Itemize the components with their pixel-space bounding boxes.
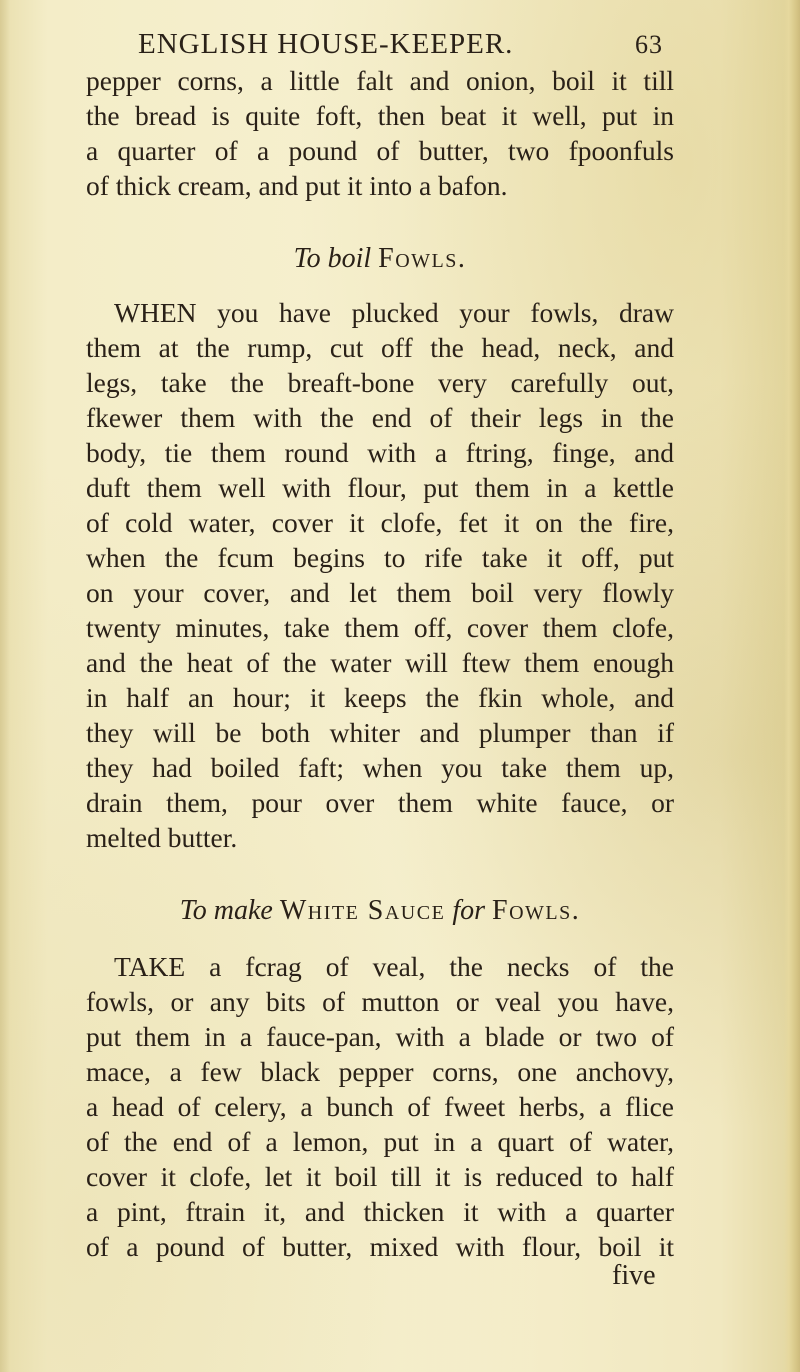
text-line: them at the rump, cut off the head, neck, and xyxy=(86,332,674,363)
text-line: on your cover, and let them boil very flowly xyxy=(86,577,674,608)
catchword: five xyxy=(612,1260,656,1291)
text-line: of thick cream, and put it into a bafon. xyxy=(86,170,508,201)
heading-caps: White Sauce xyxy=(279,895,446,926)
heading-caps: Fowls. xyxy=(378,243,467,274)
text-line: drain them, pour over them white fauce, or xyxy=(86,787,674,818)
heading-caps: Fowls. xyxy=(492,895,581,926)
text-line: a head of celery, a bunch of fweet herbs, a flice xyxy=(86,1091,674,1122)
text-line: pepper corns, a little falt and onion, boil it till xyxy=(86,65,674,96)
text-line: when the fcum begins to rife take it off, put xyxy=(86,542,674,573)
text-line: in half an hour; it keeps the fkin whole, and xyxy=(86,682,674,713)
text-line: a quarter of a pound of butter, two fpoonfuls xyxy=(86,135,674,166)
text-line: twenty minutes, take them off, cover them clofe, xyxy=(86,612,674,643)
text-line: cover it clofe, let it boil till it is reduced to half xyxy=(86,1161,674,1192)
page-right-edge xyxy=(784,0,800,1372)
text-line: they had boiled faft; when you take them up, xyxy=(86,752,674,783)
text-line: body, tie them round with a ftring, finge, and xyxy=(86,437,674,468)
page-number: 63 xyxy=(635,30,663,59)
text-line: of the end of a lemon, put in a quart of water, xyxy=(86,1126,674,1157)
text-line: legs, take the breaft-bone very carefully out, xyxy=(86,367,674,398)
text-line: put them in a fauce-pan, with a blade or two of xyxy=(86,1021,674,1052)
heading-italic: for xyxy=(452,895,485,926)
text-line: and the heat of the water will ftew them enough xyxy=(86,647,674,678)
text-line: of cold water, cover it clofe, fet it on the fire, xyxy=(86,507,674,538)
running-title: ENGLISH HOUSE-KEEPER. xyxy=(138,28,514,60)
recipe-heading-boil-fowls xyxy=(86,241,674,277)
text-line: fkewer them with the end of their legs in the xyxy=(86,402,674,433)
text-line: of a pound of butter, mixed with flour, boil it xyxy=(86,1231,674,1262)
text-line: the bread is quite foft, then beat it well, put in xyxy=(86,100,674,131)
text-line: melted butter. xyxy=(86,822,238,853)
running-header xyxy=(138,28,678,61)
text-line: WHEN you have plucked your fowls, draw xyxy=(114,297,674,328)
text-line: they will be both whiter and plumper than if xyxy=(86,717,674,748)
text-line: TAKE a fcrag of veal, the necks of the xyxy=(114,951,674,982)
text-line: duft them well with flour, put them in a kettle xyxy=(86,472,674,503)
text-line: fowls, or any bits of mutton or veal you have, xyxy=(86,986,674,1017)
recipe-heading-white-sauce xyxy=(86,893,674,929)
heading-italic: To boil xyxy=(293,243,372,274)
heading-italic: To make xyxy=(179,895,273,926)
page-left-edge xyxy=(0,0,10,1372)
text-line: mace, a few black pepper corns, one anchovy, xyxy=(86,1056,674,1087)
text-line: a pint, ftrain it, and thicken it with a quarter xyxy=(86,1196,674,1227)
